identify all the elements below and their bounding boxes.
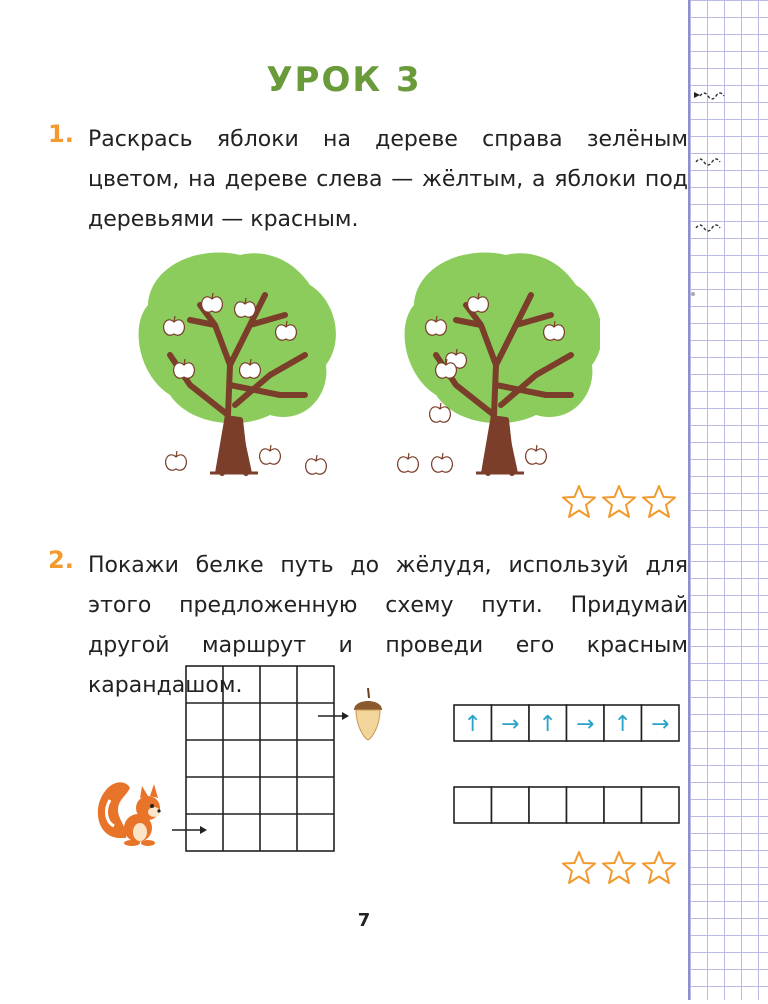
arrow-up-icon: ↑ (613, 712, 632, 737)
answer-cell[interactable] (642, 787, 680, 823)
page-number: 7 (357, 910, 371, 931)
apple-icon (432, 453, 453, 472)
tree-icon-right (405, 252, 600, 473)
trees-illustration (120, 245, 600, 485)
arrow-up-icon: ↑ (538, 712, 557, 737)
acorn-icon (354, 688, 382, 740)
arrow-right-icon: → (576, 712, 595, 737)
apple-icon (306, 455, 327, 474)
answer-cell[interactable] (567, 787, 605, 823)
task-1-text: Раскрась яблоки на дереве справа зелёным цветом, на дереве слева — жёлтым, а яблоки под деревьями — красным. (88, 127, 688, 232)
apple-icon (166, 451, 187, 470)
maze-grid[interactable] (186, 666, 334, 851)
apple-icon (398, 453, 419, 472)
answer-cell[interactable] (454, 787, 492, 823)
apple-icon (526, 445, 547, 464)
squirrel-icon (98, 782, 161, 846)
answer-cell[interactable] (529, 787, 567, 823)
arrow-up-icon: ↑ (463, 712, 482, 737)
rating-stars-task-2[interactable] (560, 850, 678, 888)
page-title: УРОК 3 (266, 60, 422, 100)
rating-stars-task-1[interactable] (560, 484, 678, 522)
path-scheme (452, 702, 680, 744)
star-icon (603, 486, 635, 517)
tree-icon-left (139, 252, 336, 473)
star-icon (643, 486, 675, 517)
path-grid-illustration (90, 660, 400, 860)
star-icon (563, 852, 595, 883)
task-2 (48, 546, 688, 698)
answer-row[interactable] (452, 784, 680, 826)
task-2-number: 2. (48, 546, 74, 574)
star-icon (643, 852, 675, 883)
answer-cell[interactable] (604, 787, 642, 823)
arrow-right-icon: → (651, 712, 670, 737)
task-1 (48, 120, 688, 240)
apple-icon (260, 445, 281, 464)
arrow-right-icon: → (501, 712, 520, 737)
task-1-number: 1. (48, 120, 74, 148)
task-2-text: Покажи белке путь до жёлудя, используй для этого предложенную схему пути. Придумай другой маршрут и проведи его красным карандашом. (88, 553, 688, 698)
star-icon (563, 486, 595, 517)
margin-doodles (690, 0, 768, 1000)
star-icon (603, 852, 635, 883)
answer-cell[interactable] (492, 787, 530, 823)
margin-grid (688, 0, 768, 1000)
start-arrow-icon (172, 826, 207, 834)
